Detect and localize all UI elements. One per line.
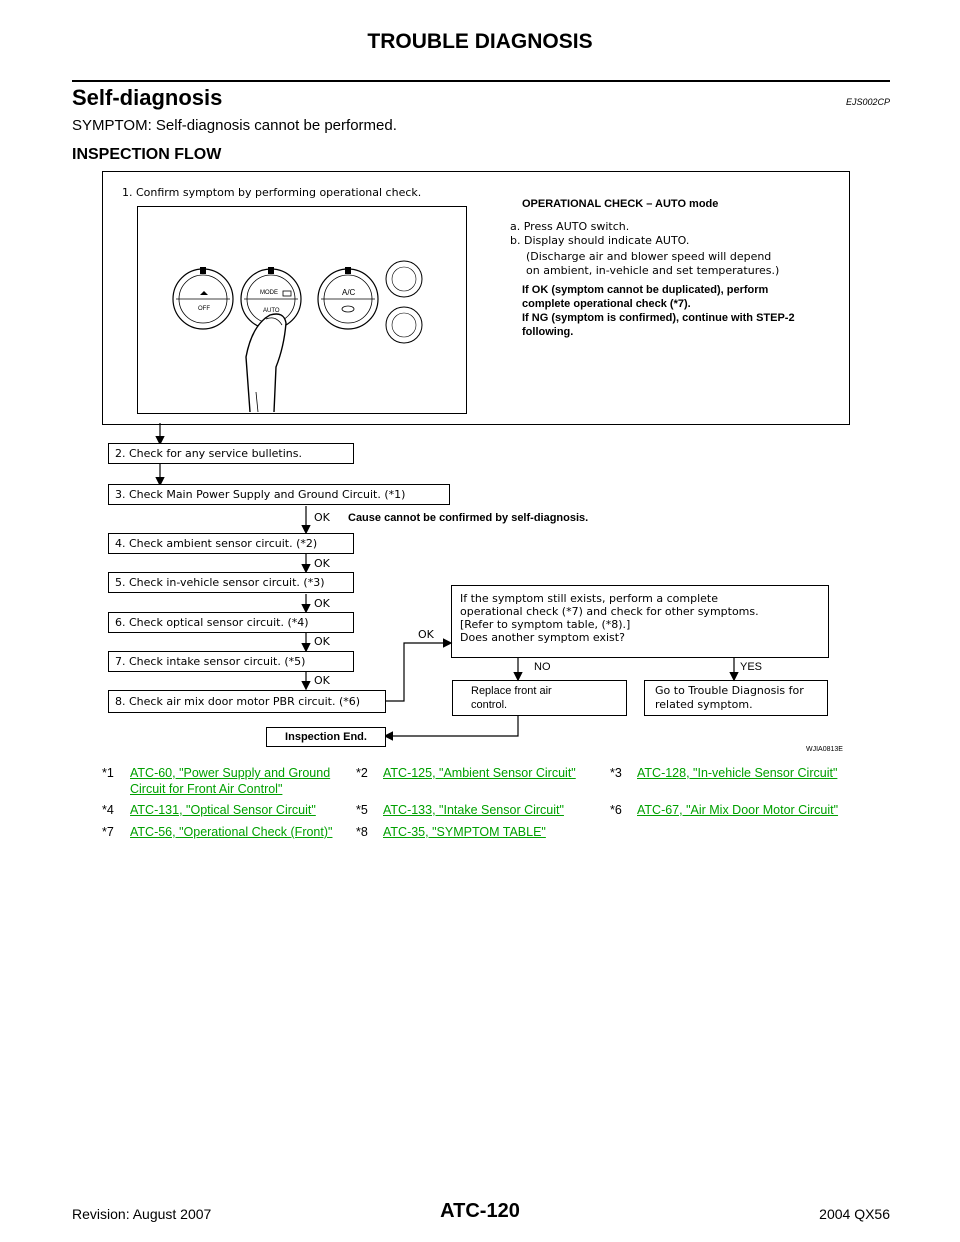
step4-box bbox=[108, 533, 354, 554]
footnote-mark-1: *1 bbox=[102, 766, 114, 780]
goto-line2: related symptom. bbox=[655, 698, 753, 711]
step2-text: 2. Check for any service bulletins. bbox=[115, 447, 302, 460]
step5-text: 5. Check in-vehicle sensor circuit. (*3) bbox=[115, 576, 325, 589]
footnote-link-2[interactable]: ATC-125, "Ambient Sensor Circuit" bbox=[383, 766, 576, 780]
step5-box bbox=[108, 572, 354, 593]
ok-label-3: OK bbox=[314, 511, 330, 524]
op-ng-line2: following. bbox=[522, 326, 574, 338]
step6-box bbox=[108, 612, 354, 633]
step6-text: 6. Check optical sensor circuit. (*4) bbox=[115, 616, 309, 629]
question-line3: [Refer to symptom table, (*8).] bbox=[460, 618, 631, 631]
footnote-mark-7: *7 bbox=[102, 825, 114, 839]
section-title: Self-diagnosis bbox=[72, 85, 223, 110]
step2-box bbox=[108, 443, 354, 464]
figure-id: WJIA0813E bbox=[806, 746, 843, 753]
replace-line2: control. bbox=[471, 699, 508, 711]
knob-ac-label: A/C bbox=[342, 288, 356, 297]
no-label: NO bbox=[534, 661, 551, 673]
footnote-link-1-line1[interactable]: ATC-60, "Power Supply and Ground bbox=[130, 766, 331, 780]
step3-text: 3. Check Main Power Supply and Ground Circuit. (*1) bbox=[115, 488, 406, 501]
footnote-link-8[interactable]: ATC-35, "SYMPTOM TABLE" bbox=[383, 825, 546, 839]
footnote-link-1[interactable] bbox=[130, 765, 330, 797]
step3-box bbox=[108, 484, 450, 505]
footnote-mark-2: *2 bbox=[356, 766, 368, 780]
arrow-8-question bbox=[386, 643, 450, 701]
footnote-link-1-line2[interactable]: Circuit for Front Air Control" bbox=[130, 782, 283, 796]
question-line1: If the symptom still exists, perform a complete bbox=[460, 592, 719, 605]
replace-line1: Replace front air bbox=[471, 685, 552, 697]
flow-heading: INSPECTION FLOW bbox=[72, 146, 222, 163]
op-ng-line1: If NG (symptom is confirmed), continue with STEP-2 bbox=[522, 312, 795, 324]
step4-text: 4. Check ambient sensor circuit. (*2) bbox=[115, 537, 318, 550]
footer-revision: Revision: August 2007 bbox=[72, 1206, 212, 1222]
footer-model: 2004 QX56 bbox=[819, 1206, 890, 1222]
goto-line1: Go to Trouble Diagnosis for bbox=[655, 684, 804, 697]
ok-label-4: OK bbox=[314, 557, 330, 570]
section-code: EJS002CP bbox=[845, 97, 890, 107]
step7-box bbox=[108, 651, 354, 672]
footnote-mark-8: *8 bbox=[356, 825, 368, 839]
ok-label-8: OK bbox=[418, 628, 434, 641]
inspection-end-box bbox=[266, 727, 386, 747]
question-line4: Does another symptom exist? bbox=[460, 631, 625, 644]
footnote-mark-6: *6 bbox=[610, 803, 622, 817]
goto-box bbox=[644, 680, 828, 716]
yes-label: YES bbox=[740, 661, 763, 673]
knob-off-label: OFF bbox=[198, 306, 210, 312]
footnote-mark-3: *3 bbox=[610, 766, 622, 780]
knob-auto-label: AUTO bbox=[263, 308, 280, 314]
step8-box bbox=[108, 690, 386, 713]
ok-label-6: OK bbox=[314, 635, 330, 648]
op-step-b-note2: on ambient, in-vehicle and set temperatures.) bbox=[526, 264, 780, 277]
op-step-b: b. Display should indicate AUTO. bbox=[510, 234, 690, 247]
footnote-mark-4: *4 bbox=[102, 803, 114, 817]
question-box bbox=[451, 585, 829, 658]
op-ok-line2: complete operational check (*7). bbox=[522, 298, 691, 310]
op-step-a: a. Press AUTO switch. bbox=[510, 220, 630, 233]
step8-text: 8. Check air mix door motor PBR circuit. (*6) bbox=[115, 695, 361, 708]
footer-page-number: ATC-120 bbox=[440, 1200, 520, 1222]
footnote-mark-5: *5 bbox=[356, 803, 368, 817]
step1-text: 1. Confirm symptom by performing operational check. bbox=[122, 186, 422, 199]
page-title: TROUBLE DIAGNOSIS bbox=[367, 30, 593, 53]
footnote-link-5[interactable]: ATC-133, "Intake Sensor Circuit" bbox=[383, 803, 564, 817]
cause-note: Cause cannot be confirmed by self-diagnosis. bbox=[348, 512, 589, 524]
inspection-end-text: Inspection End. bbox=[285, 731, 367, 743]
replace-box bbox=[452, 680, 627, 716]
op-check-title: OPERATIONAL CHECK – AUTO mode bbox=[522, 198, 719, 210]
op-ok-line1: If OK (symptom cannot be duplicated), perform bbox=[522, 284, 769, 296]
step7-text: 7. Check intake sensor circuit. (*5) bbox=[115, 655, 306, 668]
symptom-text: SYMPTOM: Self-diagnosis cannot be performed. bbox=[72, 117, 397, 134]
knob-mode-label: MODE bbox=[260, 290, 278, 296]
ok-label-7: OK bbox=[314, 674, 330, 687]
arrow-end bbox=[386, 716, 518, 736]
footnote-link-4[interactable]: ATC-131, "Optical Sensor Circuit" bbox=[130, 803, 316, 817]
footnote-link-3[interactable]: ATC-128, "In-vehicle Sensor Circuit" bbox=[637, 766, 838, 780]
ok-label-5: OK bbox=[314, 597, 330, 610]
footnote-link-6[interactable]: ATC-67, "Air Mix Door Motor Circuit" bbox=[637, 803, 839, 817]
op-step-b-note1: (Discharge air and blower speed will depend bbox=[526, 250, 772, 263]
question-line2: operational check (*7) and check for other symptoms. bbox=[460, 605, 759, 618]
footnote-link-7[interactable]: ATC-56, "Operational Check (Front)" bbox=[130, 825, 333, 839]
